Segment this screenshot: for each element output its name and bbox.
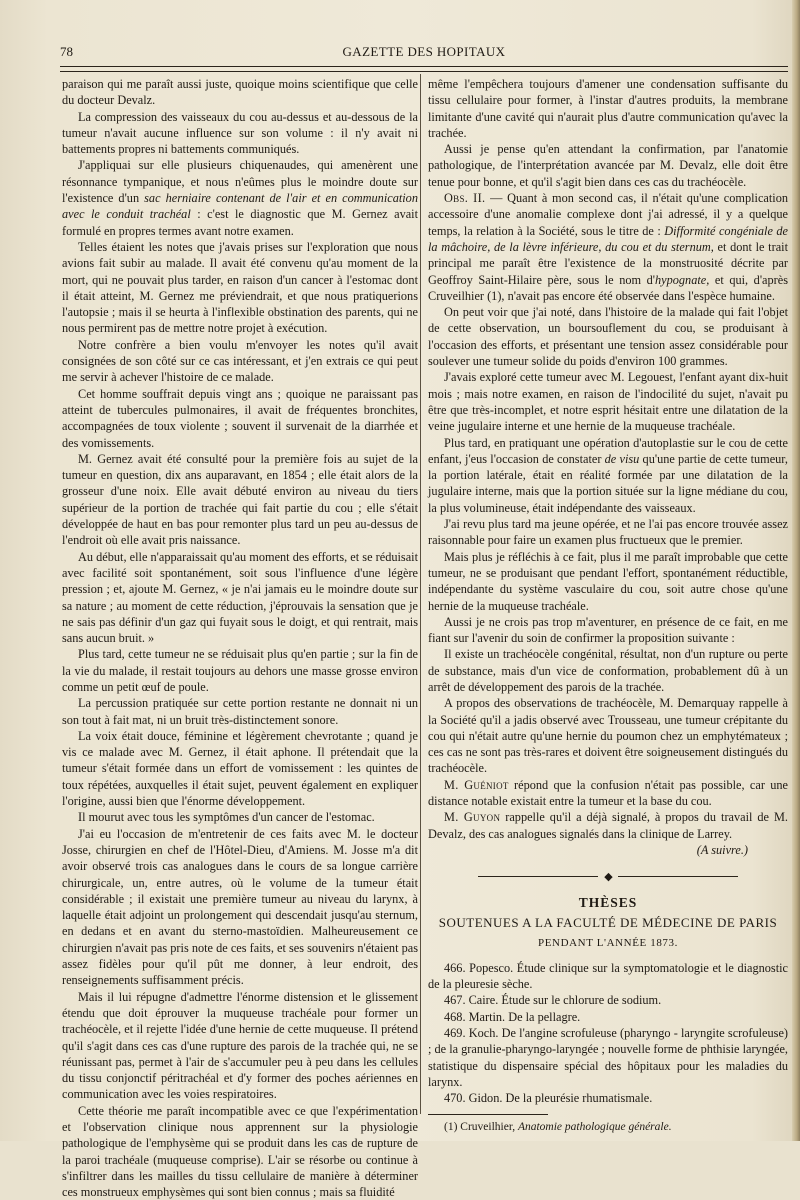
paragraph: Aussi je ne crois pas trop m'aventurer, en présence de ce fait, en me fiant sur l'avenir du soin de confirmer la proposition suivante : [428, 614, 788, 646]
speaker-name: M. Guyon [444, 810, 501, 825]
text-run: Plus tard, en pratiquant une opération d'autoplastie sur le cou de cette enfant, j'eus l'occasion de constater [428, 435, 788, 466]
running-title: GAZETTE DES HOPITAUX [342, 44, 506, 59]
to-be-continued [428, 842, 788, 858]
thesis-item: 467. Caire. Étude sur le chlorure de sodium. [444, 993, 662, 1008]
paragraph: Aussi je pense qu'en attendant la confirmation, par l'anatomie pathologique, de l'interprétation avancée par M. Devalz, elle doit être tenue pour bonne, et qu'il s'agit bien dans ces cas du trachéocèle. [428, 142, 788, 189]
italic-text: (A suivre.) [696, 842, 748, 857]
page-header [60, 44, 788, 64]
paragraph: Plus tard, cette tumeur ne se réduisait plus qu'en partie ; sur la fin de la vie du malade, il restait toujours au dehors une masse grosse environ comme un petit œuf de poule. [62, 647, 418, 694]
paragraph: La compression des vaisseaux du cou au-dessus et au-dessous de la tumeur n'avait aucune influence sur son volume : il n'y avait ni battements propres ni battements communiqués. [62, 109, 418, 157]
right-column [428, 76, 788, 1136]
italic-text: Anatomie pathologique générale. [517, 1121, 672, 1134]
text-run: — Quant à mon second cas, il n'était qu'une complication accessoire d'une anomalie complexe dont j'ai adressé, il y a quelque temps, la relation à la Société, sous le titre de : [428, 191, 788, 238]
page-binding-edge [792, 0, 800, 1141]
thesis-item: 470. Gidon. De la pleurésie rhumatismale. [444, 1091, 653, 1106]
italic-text: de visu [604, 451, 640, 466]
paragraph [428, 435, 788, 516]
paragraph: On peut voir que j'ai noté, dans l'histoire de la malade qui fait l'objet de cette observation, un boursouflement du cou, se produisant à l'occasion des efforts, et présentant une tension assez considérable pour soulever une tumeur solide du poids d'environ 100 grammes. [428, 305, 788, 369]
paragraph: J'ai eu l'occasion de m'entretenir de ces faits avec M. le docteur Josse, chirurgien en chef de l'Hôtel-Dieu, d'Amiens. M. Josse m'a dit avoir observé trois cas analogues dans le cours de sa longue carrière chirurgicale, un, entre autres, où le volume de la tumeur était considérable ; il existait une première tumeur au niveau du larynx, à laquelle était adjoint un prolongement qui descendait jusqu'au sternum, en dedans et en avant du sterno-mastoïdien. Malheureusement ce chirurgien n'avait pas pris note de ces faits, et ses souvenirs n'étaient pas assez fidèles pour qu'il pût me donner, à leur endroit, des renseignements suffisamment précis. [62, 826, 418, 988]
text-run: J'appliquai sur elle plusieurs chiquenaudes, qui amenèrent une résonnance tympanique, et nous n'eûmes plus le moindre doute sur l'existence d'un [62, 158, 418, 206]
thesis-item: 469. Koch. De l'angine scrofuleuse (pharyngo - laryngite scrofuleuse) ; de la granulie-pharyngo-laryngée ; nouvelle forme de phthisie laryngée, statistique du dispensaire spécial des hôpitaux pour les maladies du larynx. [428, 1025, 788, 1089]
text-run: répond que la confusion n'était pas possible, car une distance notable existait entre la tumeur et la base du cou. [428, 777, 788, 809]
header-rule [60, 66, 788, 72]
thesis-item: 468. Martin. De la pellagre. [444, 1009, 581, 1024]
theses-heading: THÈSES [578, 894, 638, 910]
paragraph: Cette théorie me paraît incompatible avec ce que l'expérimentation et l'observation clinique nous apprennent sur la physiologie pathologique de l'emphysème qui se produit dans les cas de rupture de la paroi trachéale (muqueuse comprise). L'air se résorbe ou continue à s'infiltrer dans les mailles du tissu cellulaire de manière à déterminer ces monstrueux emphysèmes qui sont bien connus ; mais sa fluidité [62, 1103, 418, 1200]
text-run: et qui, d'après Cruveilhier (1), n'avait pas encore été observée dans l'espèce humaine. [428, 272, 788, 303]
paragraph [428, 777, 788, 810]
paragraph: Il mourut avec tous les symptômes d'un cancer de l'estomac. [78, 810, 375, 825]
paragraph: Mais plus je réfléchis à ce fait, plus il me paraît improbable que cette tumeur, ne se produisant que pendant l'effort, spontanément réductible, indépendante du système vasculaire du cou, soit autre chose qu'une hernie de la muqueuse trachéale. [428, 549, 788, 613]
diamond-ornament-icon: ◆ [604, 870, 612, 883]
paragraph: Mais il lui répugne d'admettre l'énorme distension et le glissement étendu que doit éprouver la muqueuse trachéale pour former un trachéocèle, et il rejette l'idée d'une hernie de cette muqueuse. Il prétend qu'il s'agit dans ces cas d'une rupture des parois de la trachée qui, ne se réunissant pas, permet à l'air de s'accumuler peu à peu dans les cellules du tissu conjonctif péritrachéal et d'y former des poches aériennes en communication avec les voies respiratoires. [62, 989, 418, 1102]
theses-year: PENDANT L'ANNÉE 1873. [538, 937, 678, 950]
left-column [62, 76, 418, 1200]
footnote-rule [428, 1114, 548, 1115]
observation-label: Obs. II. [444, 191, 486, 206]
footnote [428, 1119, 788, 1135]
text-run: rappelle qu'il a déjà signalé, à propos du travail de M. Devalz, des cas analogues signalés dans la clinique de Larrey. [428, 810, 788, 841]
footnote-text: (1) Cruveilhier, [444, 1121, 518, 1134]
italic-text: sac herniaire contenant de l'air et en communication avec le conduit trachéal [62, 191, 418, 222]
page-number: 78 [60, 44, 73, 59]
paragraph [62, 157, 418, 238]
text-run: et dont le trait principal me paraît être l'existence de la monstruosité décrite par Geoffroy Saint-Hilaire père, sous le nom d' [428, 239, 788, 287]
paragraph: J'avais exploré cette tumeur avec M. Legouest, l'enfant ayant dix-huit mois ; mais notre examen, en raison de l'indocilité du sujet, n'avait pu être que très-incomplet, et notre esprit hésitait entre une dilatation de la veine jugulaire interne et une hernie de la muqueuse trachéale. [428, 370, 788, 434]
ornament-line [478, 876, 598, 877]
theses-subheading: SOUTENUES A LA FACULTÉ DE MÉDECINE DE PARIS [438, 915, 778, 931]
italic-text: Difformité congéniale de la mâchoire, de la lèvre inférieure, du cou et du sternum, [428, 223, 788, 254]
speaker-name: M. Guéniot [444, 777, 509, 792]
paragraph: J'ai revu plus tard ma jeune opérée, et ne l'ai pas encore trouvée assez raisonnable pour faire un examen plus fructueux que le premier. [428, 517, 788, 548]
text-run: qu'une partie de cette tumeur, la portion latérale, était en réalité formée par une dilatation de la jugulaire interne, mais que la portion située sur la ligne médiane du cou, la plus volumineuse, était indépendante des vaisseaux. [428, 451, 788, 515]
text-run: : c'est le diagnostic que M. Gernez avait formulé en propres termes avant notre examen. [62, 207, 419, 238]
paragraph: Cet homme souffrait depuis vingt ans ; quoique ne paraissant pas atteint de tubercules pulmonaires, il avait de fréquentes bronchites, accompagnées de toux violente ; souvent il survenait de la diarrhée et des vomissements. [62, 386, 418, 450]
paragraph: Au début, elle n'apparaissait qu'au moment des efforts, et se réduisait avec facilité soit spontanément, soit sous l'influence d'une légère pression ; et, ajoute M. Gernez, « je n'ai jamais eu le moindre doute sur sa nature ; au moment de cette réduction, j'éprouvais la sensation que je ne sais pas définir d'un gaz qui fuyait sous le doigt, et qui rentrait, mais sans aucun bruit. » [62, 549, 418, 646]
paragraph: A propos des observations de trachéocèle, M. Demarquay rappelle à la Société qu'il a jadis observé avec Trousseau, une tumeur crépitante du cou qui n'était autre qu'une hernie du poumon chez un emphytémateux ; ces cas ne sont pas très-rares et doivent être soigneusement distingués du trachéocèle. [428, 696, 788, 776]
paragraph: même l'empêchera toujours d'amener une condensation suffisante du tissu cellulaire pour former, à l'instar d'autres produits, la membrane limitante d'une cavité qui n'aurait plus d'autre communication qu'avec la trachée. [428, 77, 788, 140]
paragraph: Notre confrère a bien voulu m'envoyer les notes qu'il avait consignées de son côté sur ce cas intéressant, et j'en extrais ce qui peut me servir à achever l'histoire de ce malade. [62, 337, 418, 385]
column-divider [420, 74, 421, 1114]
paragraph: Telles étaient les notes que j'avais prises sur l'exploration que nous avions fait subir au malade. Il avait été convenu qu'au moment de la mort, qui ne pouvait plus tarder, en raison d'un cancer à l'estomac dont il était atteint, M. Gernez me préviendrait, et que nous pratiquerions l'autopsie ; mais il se heurta à l'inflexible obstination des parents, qui ne nous permirent pas de mettre notre projet à exécution. [62, 239, 418, 336]
paragraph: paraison qui me paraît aussi juste, quoique moins scientifique que celle du docteur Devalz. [62, 77, 418, 108]
italic-text: hypognate, [655, 272, 710, 287]
paragraph: Il existe un trachéocèle congénital, résultat, non d'un rupture ou perte de substance, mais d'un vice de conformation, probablement dû à un arrêt de développement des parois de la trachée. [428, 647, 788, 694]
paragraph [428, 809, 788, 842]
ornament-line [618, 876, 738, 877]
paragraph: La percussion pratiquée sur cette portion restante ne donnait ni un son tout à fait mat, ni un bruit très-distinctement sonore. [62, 696, 418, 727]
section-ornament [428, 868, 788, 885]
thesis-item: 466. Popesco. Étude clinique sur la symptomatologie et le diagnostic de la pleuresie sèche. [428, 960, 788, 992]
paragraph: M. Gernez avait été consulté pour la première fois au sujet de la tumeur en question, dix ans auparavant, en 1854 ; elle était alors de la grosseur d'une noix. Elle avait débuté environ au niveau du tiers supérieur de la portion de trachée qui fait partie du cou ; elle s'était développée de haut en bas pour remonter plus tard un peu au-dessus de l'endroit où elle avait pris naissance. [62, 451, 418, 548]
paragraph [428, 190, 788, 304]
paragraph: La voix était douce, féminine et légèrement chevrotante ; quand je vis ce malade avec M. Gernez, il était aphone. Il prétendait que la tumeur s'était formée dans un effort de vomissement : les quintes de toux répétées, auxquelles il était sujet, peuvent également en expliquer l'origine, aussi bien que l'énorme développement. [62, 728, 418, 809]
